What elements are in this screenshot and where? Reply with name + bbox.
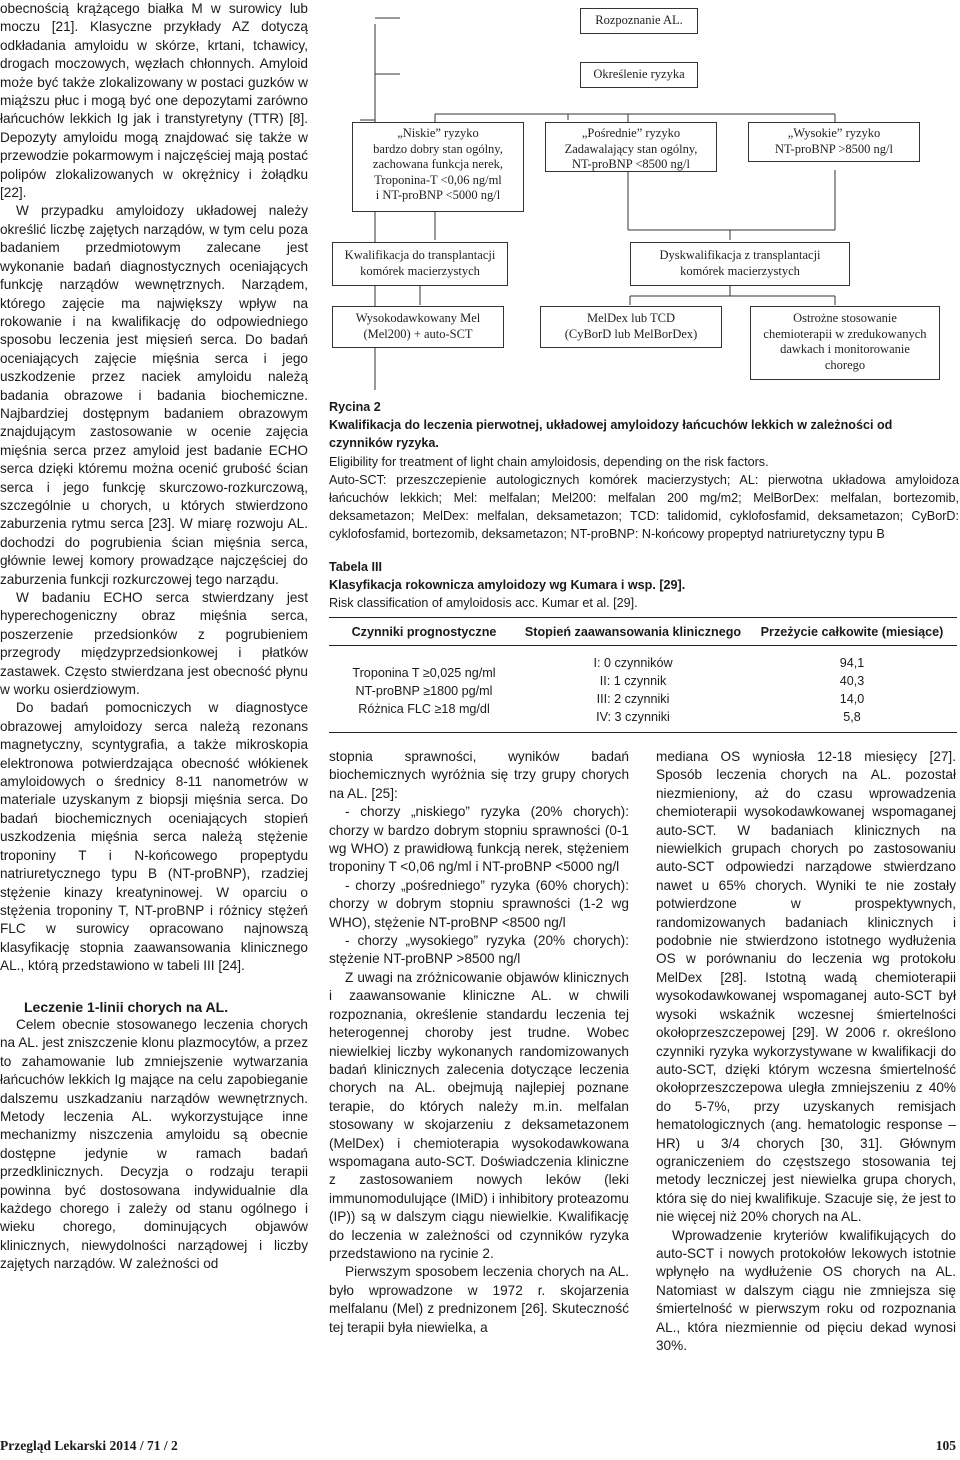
box-text: (Mel200) + auto-SCT	[363, 326, 473, 341]
box-text: bardzo dobry stan ogólny,	[373, 141, 503, 156]
paragraph: Do badań pomocniczych w diagnostyce obrazowej amyloidozy serca należą rezonans magnetyczny, scyntygrafia, a także mikroskopia elektronowa potwierdzająca obecność włókienek amyloidowych o średnicy 8-11 nanometrów w materiale uzyskanym z biopsji mięśnia serca. Do badań biochemicznych oceniających stopień uszkodzenia mięśnia serca należą stężenie troponiny T i N-końcowego propeptydu natriuretycznego typu B (NT-proBNP), rzadziej stężenie kinazy kreatyninowej. W oparciu o stężenia troponiny T, NT-proBNP i różnicy stężeń FLC w surowicy opracowano najnowszą klasyfikację stopnia zaawansowania klinicznego AL., którą przedstawiono w tabeli III [24].	[0, 700, 308, 974]
table-header-cell: Stopień zaawansowania klinicznego	[524, 624, 742, 639]
high-dose-mel-box	[332, 306, 504, 348]
paragraph: Pierwszym sposobem leczenia chorych na AL. było wprowadzone w 1972 r. skojarzenia melfalanu (Mel) z prednizonem [26]. Skuteczność tej terapii była niewielka, a	[329, 1264, 629, 1335]
box-text: MelDex lub TCD	[587, 311, 675, 325]
box-text: „Niskie” ryzyko	[397, 126, 479, 140]
paragraph: obecnością krążącego białka M w surowicy lub moczu [21]. Klasyczne przykłady AZ dotyczą odkładania amyloidu w skórze, krtani, tchawicy, drogach moczowych, węzłach chłonnych. Amyloid może być także zlokalizowany w postaci guzków w miąższu płuc i mogą być one depozytami zarówno łańcuchów lekkich Ig jak i transtyretyny (TTR) [8]. Depozyty amyloidu mogą znajdować się także w przewodzie pokarmowym i najczęściej mają postać polipów zlokalizowanych w okrężnicy i żołądku [22].	[0, 1, 308, 201]
figure-english-title: Eligibility for treatment of light chain amyloidosis, depending on the risk factors.	[329, 454, 769, 469]
survival-cell	[747, 654, 957, 726]
paragraph: W badaniu ECHO serca stwierdzany jest hyperechogeniczny obraz mięśnia serca, poszerzenie przedsionków z pogrubieniem przegrody międzyprzedsionkowej i płatków zastawek. Często stwierdzana jest obecność płynu w worku osierdziowym.	[0, 590, 308, 698]
box-text: Troponina-T <0,06 ng/ml	[374, 172, 502, 187]
careful-chemotherapy-box	[750, 306, 940, 380]
table-english-title: Risk classification of amyloidosis acc. Kumar et al. [29].	[329, 596, 638, 611]
box-text: komórek macierzystych	[680, 263, 800, 278]
box-text: Zadawalający stan ogólny,	[564, 141, 698, 156]
box-text: Określenie ryzyka	[593, 67, 685, 81]
prognostic-factors-cell	[329, 654, 519, 726]
box-text: zachowana funkcja nerek,	[372, 157, 504, 171]
table-cell-line: 14,0	[839, 692, 865, 706]
box-text: „Wysokie” ryzyko	[787, 126, 881, 140]
journal-footer: Przegląd Lekarski 2014 / 71 / 2	[0, 1438, 178, 1453]
left-column	[0, 0, 308, 1274]
high-risk-box	[748, 122, 920, 162]
box-text: chemioterapii w zredukowanych	[763, 326, 927, 341]
paragraph: mediana OS wyniosła 12-18 miesięcy [27]. Sposób leczenia chorych na AL. pozostał niezmieniony, aż do czasu wprowadzenia chemioterapii wysokodawkowanej wspomaganej auto-SCT. W badaniach klinicznych na niewielkich grupach chorych po zastosowaniu auto-SCT odpowiedzi narządowe stwierdzano nawet u 65% chorych. Wyniki te nie zostały potwierdzone w prospektywnych, randomizowanych badaniach klinicznych i podobnie nie stwierdzono istotnego wydłużenia OS w porównaniu do leczenia wg protokołu MelDex [28]. Istotną wadą chemioterapii wysokodawkowanej wspomaganej auto-SCT był wysoki wskaźnik wczesnej śmiertelności okołoprzeszczepowej [29]. W 2006 r. określono czynniki ryzyka wykorzystywane w kwalifikacji do auto-SCT, dzięki którym wczesna śmiertelność okołoprzeszczepowa uległa zmniejszeniu z 40% do 5-7%, przy uzyskanych remisjach hematologicznych (ang. hematologic response – HR) u 3/4 chorych [30, 31]. Głównym ograniczeniem do częstszego stosowania tej metody leczniczej jest niewielka grupa chorych, która się do niej kwalifikuje. Szacuje się, że jest to nie więcej niż 20% chorych na AL.	[656, 749, 956, 1225]
box-text: chorego	[824, 357, 866, 372]
box-text: NT-proBNP >8500 ng/l	[775, 141, 893, 156]
figure-title: Kwalifikacja do leczenia pierwotnej, układowej amyloidozy łańcuchów lekkich w zależności od czynników ryzyka.	[329, 418, 893, 451]
box-text: Rozpoznanie AL.	[595, 13, 683, 27]
table-cell-line: 94,1	[839, 656, 865, 670]
low-risk-box	[352, 122, 524, 212]
transplant-disqualification-box	[630, 242, 850, 286]
table-header-cell: Przeżycie całkowite (miesiące)	[760, 624, 944, 639]
figure-abbreviations: Auto-SCT: przeszczepienie autologicznych komórek macierzystych; AL: pierwotna układowa amyloidoza łańcuchów lekkich; Mel: melfalan; Mel200: melfalan 200 mg/m2; MelBorDex: melfalan, bortezomib, deksametazon; MelDex: melfalan, deksametazon; TCD: talidomid, cyklofosfamid, deksametazon; CyBorD: cyklofosfamid, bortezomib, deksametazon; NT-proBNP: N-końcowy propeptyd natriuretyczny typu B	[329, 472, 959, 542]
table-cell-line: Troponina T ≥0,025 ng/ml	[352, 666, 496, 680]
box-text: komórek macierzystych	[360, 263, 480, 278]
transplant-qualification-box	[332, 242, 508, 286]
box-text: i NT-proBNP <5000 ng/l	[375, 188, 501, 202]
risk-classification-table	[329, 617, 957, 733]
paragraph: stopnia sprawności, wyników badań biochemicznych wyróżnia się trzy grupy chorych na AL. [25]:	[329, 749, 629, 801]
table-header-row	[329, 618, 957, 646]
table-cell-line: 40,3	[839, 674, 865, 688]
table-cell-line: NT-proBNP ≥1800 pg/ml	[355, 684, 493, 698]
box-text: dawkach i monitorowanie	[780, 342, 910, 356]
table-cell-line: III: 2 czynniki	[596, 692, 670, 706]
paragraph: W przypadku amyloidozy układowej należy określić liczbę zajętych narządów, w tym celu poza badaniem przedmiotowym zalecane jest wykonanie badań diagnostycznych oceniających funkcję narządów wewnętrznych. Narządem, którego zajęcie ma największy wpływ na rokowanie i na kwalifikację do odpowiedniego sposobu leczenia jest mięsień serca. Do badań oceniających zajęcie mięśnia serca i jego uszkodzenie przez naciek amyloidu należą badania obrazowe i badania biochemiczne. Najbardziej dostępnym badaniem obrazowym znajdującym zastosowanie w ocenie zajęcia mięśnia serca przez amyloid jest badanie ECHO serca dzięki któremu można ocenić grubość ścian serca i jego funkcję skurczowo-rozkurczową, szczególnie u chorych, u których stwierdzono zaburzenia rytmu serca [23]. W miarę rozwoju AL. dochodzi do pogrubienia ścian mięśnia serca, głównie lewej komory prowadzące najczęściej do zaburzenia funkcji rozkurczowej tego narządu.	[0, 203, 308, 587]
box-text: NT-proBNP <8500 ng/l	[572, 157, 690, 171]
right-column	[656, 748, 956, 1355]
box-text: Dyskwalifikacja z transplantacji	[659, 248, 821, 262]
box-text: „Pośrednie” ryzyko	[581, 126, 681, 140]
diagnosis-box	[580, 8, 698, 34]
box-text: (CyBorD lub MelBorDex)	[564, 326, 698, 341]
treatment-flowchart	[330, 0, 960, 390]
table-cell-line: IV: 3 czynniki	[596, 710, 670, 724]
box-text: Ostrożne stosowanie	[793, 311, 897, 325]
table-cell-line: II: 1 czynnik	[599, 674, 667, 688]
table-caption	[329, 558, 959, 613]
table-cell-line: Różnica FLC ≥18 mg/dl	[358, 702, 490, 716]
intermediate-risk-box	[545, 122, 717, 172]
section-heading: Leczenie 1-linii chorych na AL.	[24, 998, 229, 1015]
meldex-tcd-box	[540, 306, 722, 348]
table-row	[329, 646, 957, 732]
box-text: Kwalifikacja do transplantacji	[344, 248, 496, 262]
paragraph: Wprowadzenie kryteriów kwalifikujących do auto-SCT i nowych protokołów lekowych istotnie wpłynęło na wydłużenie OS chorych na AL. Natomiast w dalszym ciągu nie zmniejsza się śmiertelność w pierwszym roku od rozpoznania AL., która niezmiennie od pięciu dekad wynosi 30%.	[656, 1227, 956, 1353]
paragraph: - chorzy „niskiego” ryzyka (20% chorych): chorzy w bardzo dobrym stopniu sprawności (0-1 wg WHO) z prawidłową funkcją nerek, stężeniem troponiny T <0,06 ng/ml i NT-proBNP <5000 ng/l	[329, 804, 629, 875]
table-label: Tabela III	[329, 560, 382, 574]
table-header-cell: Czynniki prognostyczne	[351, 624, 497, 639]
paragraph: - chorzy „pośredniego” ryzyka (60% chorych): chorzy w dobrym stopniu sprawności (1-2 wg WHO), stężenie NT-proBNP <8500 ng/l	[329, 877, 629, 930]
figure-label: Rycina 2	[329, 400, 381, 414]
risk-assessment-box	[580, 62, 698, 88]
table-cell-line: 5,8	[843, 710, 861, 724]
paragraph: Z uwagi na zróżnicowanie objawów klinicznych i zaawansowanie kliniczne AL. w chwili rozpoznania, określenie standardu leczenia tej heterogennej choroby jest trudne. Wobec niewielkiej liczby wykonanych randomizowanych badań klinicznych zalecenia dotyczące leczenia chorych na AL. obejmują najlepiej poznane terapie, do których należy m.in. melfalan stosowany w skojarzeniu z deksametazonem (MelDex) i chemioterapia wysokodawkowana wspomagana auto-SCT. Doświadczenia kliniczne z zastosowaniem nowych leków (leki immunomodulujące (IMiD) i inhibitory proteazomu (IP)) są w dalszym ciągu niewielkie. Kwalifikację do leczenia w zależności od czynników ryzyka przedstawiono na rycinie 2.	[329, 969, 629, 1261]
table-cell-line: I: 0 czynników	[593, 656, 673, 670]
paragraph: - chorzy „wysokiego” ryzyka (20% chorych): stężenie NT-proBNP >8500 ng/l	[329, 933, 629, 967]
table-title: Klasyfikacja rokownicza amyloidozy wg Kumara i wsp. [29].	[329, 578, 686, 593]
paragraph: Celem obecnie stosowanego leczenia chorych na AL. jest zniszczenie klonu plazmocytów, a przez to zahamowanie lub zmniejszenie wytwarzania łańcuchów lekkich Ig mające na celu zapobieganie dalszemu uszkadzaniu narządów wewnętrznych. Metody leczenia AL. wykorzystujące inne mechanizmy niszczenia amyloidu są obecnie dostępne jedynie w ramach badań przedklinicznych. Decyzja o rodzaju terapii powinna być dostosowana indywidualnie dla każdego chorego i zależy od stanu ogólnego i wieku chorego, dominujących objawów klinicznych, niewydolności narządowej i liczby zajętych narządów. W zależności od	[0, 1016, 308, 1272]
middle-column	[329, 748, 629, 1337]
figure-caption	[329, 398, 959, 544]
stage-cell	[519, 654, 747, 726]
page-number: 105	[935, 1438, 956, 1453]
box-text: Wysokodawkowany Mel	[355, 311, 481, 325]
